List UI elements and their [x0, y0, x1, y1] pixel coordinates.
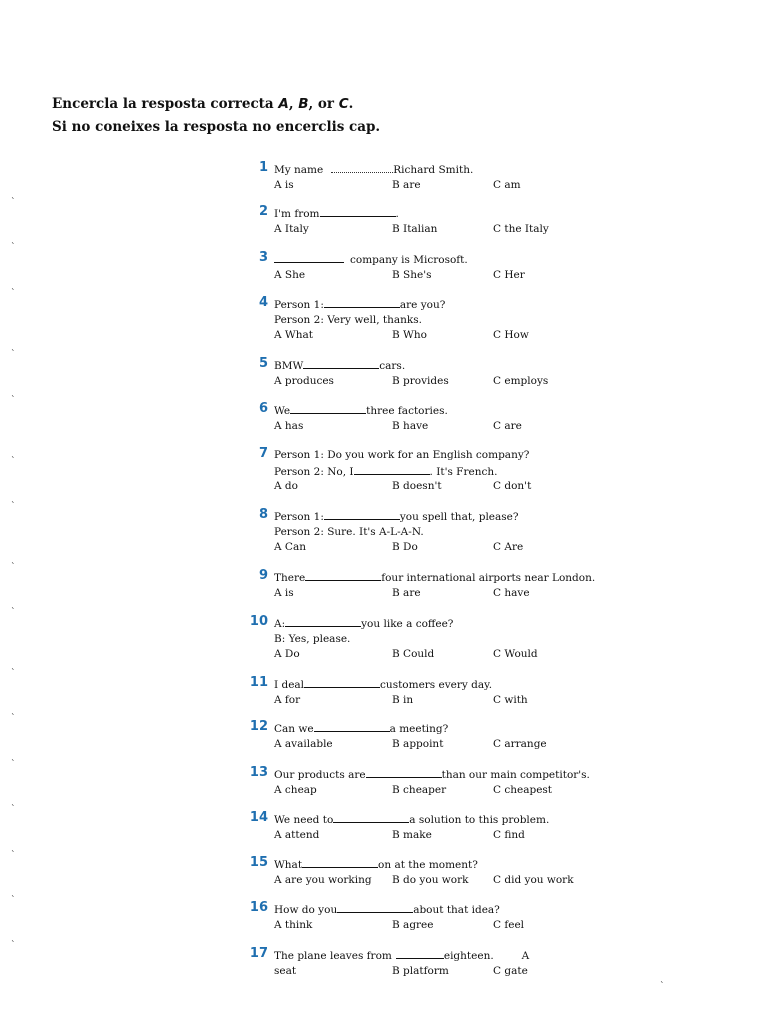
option-a[interactable]: A produces: [274, 374, 334, 387]
question-2: [240, 206, 620, 237]
question-text-after: you spell that, please?: [399, 511, 519, 523]
question-text-after: cars.: [379, 360, 406, 372]
question-text-after: are you?: [399, 299, 446, 311]
question-text-after: .: [395, 208, 399, 220]
option-a[interactable]: A Can: [274, 541, 306, 553]
option-a[interactable]: seat: [274, 964, 297, 977]
question-number: 16: [249, 900, 268, 915]
answer-blank: [396, 948, 444, 959]
answer-blank: [305, 570, 381, 581]
answer-blank: [302, 857, 378, 868]
option-c[interactable]: C cheapest: [493, 783, 553, 796]
answer-blank: [331, 162, 393, 173]
option-b[interactable]: B have: [392, 419, 429, 432]
question-text-after: on at the moment?: [378, 859, 478, 871]
question-text-after: company is Microsoft.: [350, 254, 468, 266]
option-c[interactable]: C don't: [493, 480, 532, 492]
answer-blank: [304, 677, 380, 688]
question-number: 7: [258, 446, 268, 461]
question-number: 12: [249, 719, 268, 734]
question-text-before: I deal: [274, 679, 305, 691]
question-5: [240, 358, 620, 389]
option-a[interactable]: A for: [274, 693, 301, 706]
question-text-after: than our main competitor's.: [441, 769, 590, 781]
instructions: [52, 94, 380, 140]
question-13: [240, 767, 620, 798]
option-b[interactable]: B are: [392, 178, 421, 191]
question-3: [240, 252, 620, 283]
question-1: [240, 162, 620, 193]
scan-mark: `: [11, 289, 16, 299]
question-text-after: . It's French.: [429, 465, 498, 478]
question-11: [240, 677, 620, 708]
scan-mark: `: [11, 941, 16, 951]
instruction-line-2: Si no coneixes la resposta no encerclis cap.: [52, 119, 381, 135]
option-c[interactable]: C did you work: [493, 873, 574, 886]
question-text-after: three factories.: [366, 405, 448, 417]
option-b[interactable]: B doesn't: [392, 480, 442, 492]
question-number: 10: [249, 614, 268, 629]
question-text-after: eighteen.: [443, 950, 494, 962]
question-text-before: We need to: [274, 814, 334, 826]
scan-mark: `: [11, 851, 16, 861]
scan-mark: `: [11, 669, 16, 679]
answer-blank: [337, 902, 413, 913]
question-text-after: four international airports near London.: [381, 572, 596, 584]
scan-mark: `: [11, 760, 16, 770]
option-c[interactable]: C am: [493, 178, 521, 191]
question-text-before: Person 1:: [274, 511, 324, 523]
option-b[interactable]: B platform: [392, 964, 449, 977]
question-number: 15: [249, 855, 268, 870]
question-number: 11: [249, 675, 268, 690]
option-a[interactable]: A is: [274, 586, 294, 599]
question-number: 14: [249, 810, 268, 825]
scan-mark: `: [11, 896, 16, 906]
scan-mark: `: [11, 805, 16, 815]
question-text-before: I'm from: [274, 208, 320, 220]
option-a[interactable]: A Italy: [274, 222, 309, 235]
option-a[interactable]: A do: [274, 480, 298, 492]
option-c[interactable]: C arrange: [493, 737, 547, 750]
option-a[interactable]: A Do: [274, 648, 300, 660]
answer-blank: [324, 509, 400, 520]
answer-blank: [324, 297, 400, 308]
question-text-before: We: [274, 405, 291, 417]
question-number: 6: [258, 401, 268, 416]
question-9: [240, 570, 620, 601]
scan-mark: `: [11, 457, 16, 467]
question-text-after: about that idea?: [413, 904, 500, 916]
question-text-before: There: [274, 572, 306, 584]
question-text-before: BMW: [274, 360, 304, 372]
option-b[interactable]: B in: [392, 693, 414, 706]
option-c[interactable]: C with: [493, 693, 528, 706]
scan-mark: `: [660, 982, 665, 992]
scan-mark: `: [11, 563, 16, 573]
option-letter-c: C: [338, 96, 349, 112]
option-a[interactable]: A are you working: [274, 873, 372, 886]
question-4: [240, 297, 620, 344]
question-12: [240, 721, 620, 752]
option-b[interactable]: B Could: [392, 648, 435, 660]
option-b[interactable]: B agree: [392, 918, 434, 931]
scan-mark: `: [11, 350, 16, 360]
option-c[interactable]: C How: [493, 329, 529, 341]
answer-blank: [285, 616, 361, 627]
question-number: 3: [258, 250, 268, 265]
question-15: [240, 857, 620, 888]
option-c[interactable]: C are: [493, 419, 522, 432]
option-c[interactable]: C find: [493, 828, 525, 841]
option-a[interactable]: A cheap: [274, 783, 317, 796]
option-letter-a: A: [278, 96, 289, 112]
option-b[interactable]: B do you work: [392, 873, 469, 886]
option-c[interactable]: C have: [493, 586, 530, 599]
option-b[interactable]: B Who: [392, 329, 427, 341]
question-dialogue-line: Person 2: Sure. It's A-L-A-N.: [274, 525, 424, 538]
question-number: 13: [249, 765, 268, 780]
scan-mark: `: [11, 198, 16, 208]
question-number: 9: [258, 568, 268, 583]
question-17: [240, 948, 620, 979]
question-text-after: a meeting?: [389, 723, 449, 735]
option-b[interactable]: B appoint: [392, 737, 444, 750]
question-number: 2: [258, 204, 268, 219]
option-c[interactable]: C gate: [493, 964, 528, 977]
answer-blank: [320, 206, 396, 217]
option-a[interactable]: A attend: [274, 828, 320, 841]
question-text-before: A:: [274, 618, 286, 630]
option-a[interactable]: A available: [274, 737, 333, 750]
option-c[interactable]: C Would: [493, 648, 538, 660]
option-b[interactable]: B make: [392, 828, 432, 841]
question-dialogue-line: Person 2: Very well, thanks.: [274, 313, 422, 326]
option-b[interactable]: B Italian: [392, 222, 438, 235]
question-text-after: Richard Smith.: [393, 164, 474, 176]
answer-blank: [274, 252, 344, 263]
question-number: 8: [258, 507, 268, 522]
scan-mark: `: [11, 608, 16, 618]
option-b[interactable]: B provides: [392, 374, 449, 387]
question-7: [240, 448, 620, 495]
question-text-before: Person 1:: [274, 299, 324, 311]
option-c[interactable]: C employs: [493, 374, 549, 387]
answer-blank: [314, 721, 390, 732]
question-6: [240, 403, 620, 434]
option-c[interactable]: C Her: [493, 268, 525, 281]
question-text-before: Our products are: [274, 769, 366, 781]
option-c[interactable]: C the Italy: [493, 222, 549, 235]
option-letter-b: B: [298, 96, 309, 112]
answer-blank: [366, 767, 442, 778]
scan-mark: `: [11, 502, 16, 512]
question-text-after: you like a coffee?: [361, 618, 454, 630]
answer-blank: [290, 403, 366, 414]
option-a[interactable]: A is: [274, 178, 294, 191]
instruction-line-1: Encercla la resposta correcta A, B, or C.: [52, 96, 354, 112]
question-dialogue-line: B: Yes, please.: [274, 632, 351, 645]
answer-blank: [303, 358, 379, 369]
question-number: 4: [258, 295, 268, 310]
question-10: [240, 616, 620, 663]
question-number: 1: [258, 160, 268, 175]
scan-mark: `: [11, 396, 16, 406]
question-text-after: a solution to this problem.: [409, 814, 550, 826]
question-16: [240, 902, 620, 933]
question-text-after: customers every day.: [380, 679, 493, 691]
option-b[interactable]: B cheaper: [392, 783, 447, 796]
option-a[interactable]: A has: [274, 419, 304, 432]
answer-blank: [354, 464, 430, 475]
question-number: 17: [249, 946, 268, 961]
option-a[interactable]: A She: [274, 268, 306, 281]
option-b[interactable]: B are: [392, 586, 421, 599]
question-text-before: How do you: [274, 904, 338, 916]
question-14: [240, 812, 620, 843]
question-text-before: Can we: [274, 723, 314, 735]
option-c[interactable]: C Are: [493, 541, 524, 553]
option-a[interactable]: A think: [274, 918, 313, 931]
option-a-letter[interactable]: A: [521, 950, 530, 962]
question-8: [240, 509, 620, 556]
question-text-before: What: [274, 859, 303, 871]
scan-mark: `: [11, 243, 16, 253]
option-b[interactable]: B She's: [392, 268, 432, 281]
question-text-before: The plane leaves from: [274, 950, 392, 962]
question-text-before: Person 2: No, I: [274, 465, 354, 478]
option-b[interactable]: B Do: [392, 541, 418, 553]
option-a[interactable]: A What: [274, 329, 313, 341]
answer-blank: [333, 812, 409, 823]
question-text-before: My name: [274, 164, 324, 176]
scan-mark: `: [11, 714, 16, 724]
question-dialogue-line: Person 1: Do you work for an English company?: [274, 449, 530, 461]
question-number: 5: [258, 356, 268, 371]
option-c[interactable]: C feel: [493, 918, 525, 931]
